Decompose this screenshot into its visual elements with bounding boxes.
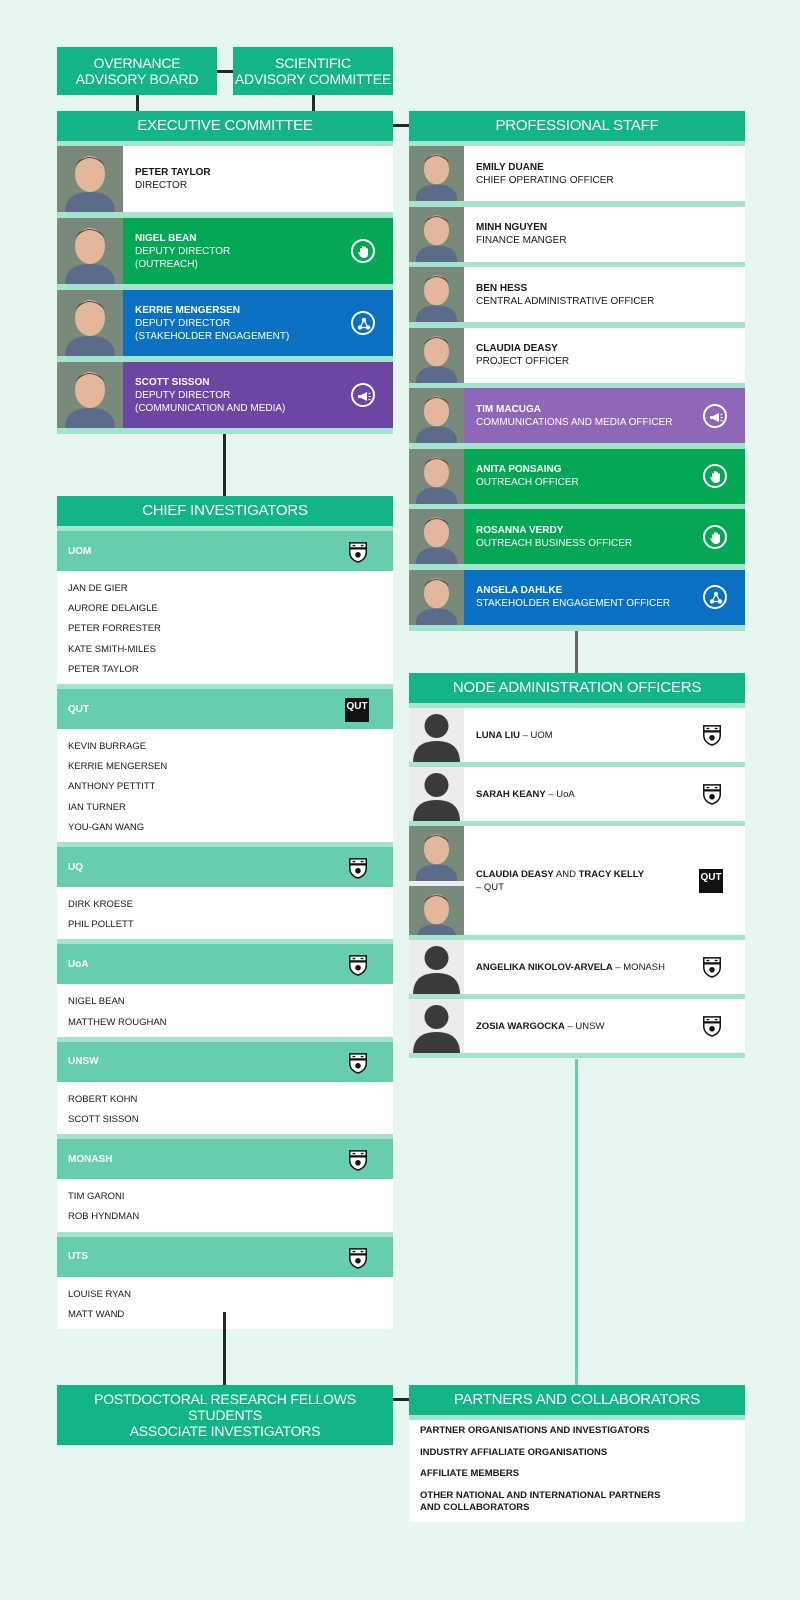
crest-icon	[347, 1051, 369, 1078]
member-name: ROSANNA VERDY	[476, 524, 564, 536]
chief-investigators	[57, 496, 393, 1320]
member-role: CENTRAL ADMINISTRATIVE OFFICER	[476, 295, 655, 307]
crest-icon	[347, 540, 369, 567]
investigator-name: KEVIN BURRAGE	[68, 741, 147, 752]
member-name: NIGEL BEAN	[135, 232, 197, 244]
member-name: PETER TAYLOR	[135, 167, 211, 178]
professional-staff	[409, 111, 745, 631]
investigator-name: PETER FORRESTER	[68, 623, 161, 635]
member-name: TIM MACUGA	[476, 403, 541, 415]
university-name: MONASH	[68, 1153, 113, 1165]
university-bar	[57, 1237, 393, 1277]
member-photo	[57, 218, 123, 284]
divider	[409, 1415, 745, 1420]
member-name: KERRIE MENGERSEN	[135, 304, 241, 316]
exec-member-card	[57, 290, 393, 362]
hand-icon	[703, 525, 727, 549]
member-photo	[57, 362, 123, 428]
member-photo	[409, 826, 464, 935]
node-officer-card	[409, 767, 745, 826]
member-role: DIRECTOR	[135, 180, 188, 191]
officer-name: ANGELIKA NIKOLOV-ARVELA	[476, 961, 613, 973]
member-name: CLAUDIA DEASY	[476, 343, 558, 354]
crest-icon	[701, 723, 723, 752]
member-photo	[409, 267, 464, 322]
officer-name: TRACY KELLY	[578, 868, 645, 880]
exec-member-card	[57, 362, 393, 434]
staff-member-card	[409, 267, 745, 328]
member-photo	[409, 449, 464, 504]
member-name: EMILY DUANE	[476, 161, 544, 173]
crest-icon	[347, 856, 369, 883]
member-role-detail: (COMMUNICATION AND MEDIA)	[135, 402, 286, 414]
investigator-name: ROB HYNDMAN	[68, 1211, 140, 1223]
qut-logo: QUT	[699, 869, 723, 893]
member-name: SCOTT SISSON	[135, 376, 210, 388]
member-role: STAKEHOLDER ENGAGEMENT OFFICER	[476, 598, 671, 609]
investigator-name: DIRK KROESE	[68, 899, 133, 910]
university-name: QUT	[68, 703, 90, 715]
committee-line1: SCIENTIFIC	[275, 55, 351, 71]
university-name: UNSW	[68, 1056, 99, 1068]
board-line1: OVERNANCE	[93, 55, 181, 71]
executive-committee	[57, 111, 393, 434]
university-name: UQ	[68, 861, 83, 873]
partner-item: PARTNER ORGANISATIONS AND INVESTIGATORS	[420, 1425, 650, 1436]
connector	[393, 124, 409, 127]
officer-university: – QUT	[476, 881, 504, 893]
placeholder-person-icon	[409, 708, 464, 762]
node-officer-card	[409, 826, 745, 940]
exec-member-card	[57, 146, 393, 218]
investigator-name: NIGEL BEAN	[68, 996, 125, 1008]
member-name: ANGELA DAHLKE	[476, 585, 563, 596]
fellows-box	[57, 1385, 393, 1445]
connector	[575, 631, 578, 673]
member-name: ANITA PONSAING	[476, 464, 562, 475]
investigator-name: MATT WAND	[68, 1308, 125, 1320]
crest-icon	[701, 955, 723, 984]
connector	[136, 95, 139, 111]
investigator-name: AURORE DELAIGLE	[68, 603, 158, 615]
exec-member-card	[57, 218, 393, 290]
investigator-list	[57, 984, 393, 1036]
connector	[312, 95, 315, 111]
connector	[223, 1312, 226, 1385]
investigator-list	[57, 729, 393, 842]
connector	[575, 1059, 578, 1385]
university-name: UTS	[68, 1251, 88, 1263]
staff-member-card	[409, 146, 745, 207]
officer-university: – UoA	[545, 788, 575, 800]
fellows-line1: POSTDOCTORAL RESEARCH FELLOWS	[94, 1391, 356, 1407]
partners-title: PARTNERS AND COLLABORATORS	[409, 1385, 745, 1415]
committee-line2: ADVISORY COMMITTEE	[234, 71, 392, 87]
officer-and: AND	[553, 868, 579, 880]
university-name: UOM	[68, 545, 92, 557]
investigator-list	[57, 1082, 393, 1134]
partner-item: AFFILIATE MEMBERS	[420, 1468, 520, 1479]
partner-item: AND COLLABORATORS	[420, 1502, 530, 1513]
connector	[393, 1398, 409, 1401]
investigator-name: TIM GARONI	[68, 1191, 125, 1203]
university-bar	[57, 1042, 393, 1082]
hand-icon	[703, 464, 727, 488]
officer-university: – UNSW	[564, 1020, 605, 1032]
governance-board	[57, 47, 217, 95]
partner-item: INDUSTRY AFFIALIATE ORGANISATIONS	[420, 1446, 608, 1458]
member-name: BEN HESS	[476, 282, 528, 294]
connector	[217, 70, 233, 73]
member-photo	[409, 509, 464, 564]
qut-logo: QUT	[345, 698, 369, 722]
university-name: UoA	[68, 958, 89, 970]
megaphone-icon	[351, 383, 375, 407]
member-photo	[57, 290, 123, 356]
investigator-name: JAN DE GIER	[68, 583, 128, 594]
member-photo	[409, 207, 464, 262]
board-line2: ADVISORY BOARD	[75, 71, 199, 87]
staff-member-card	[409, 509, 745, 570]
partner-item: OTHER NATIONAL AND INTERNATIONAL PARTNERS	[420, 1489, 661, 1501]
placeholder-person-icon	[409, 767, 464, 821]
professional-title: PROFESSIONAL STAFF	[409, 111, 745, 141]
placeholder-person-icon	[409, 999, 464, 1053]
staff-member-card	[409, 328, 745, 389]
crest-icon	[347, 953, 369, 980]
member-name: MINH NGUYEN	[476, 222, 548, 233]
officer-name: LUNA LIU	[476, 729, 520, 741]
node-officer-card	[409, 940, 745, 999]
investigator-name: SCOTT SISSON	[68, 1114, 139, 1125]
member-role: COMMUNICATIONS AND MEDIA OFFICER	[476, 416, 673, 428]
investigator-name: PHIL POLLETT	[68, 919, 134, 931]
chief-title: CHIEF INVESTIGATORS	[57, 496, 393, 526]
connector	[223, 434, 226, 496]
megaphone-icon	[703, 404, 727, 428]
crest-icon	[347, 1148, 369, 1175]
node-administration	[409, 673, 745, 1059]
officer-university: – UOM	[519, 729, 553, 741]
investigator-name: PETER TAYLOR	[68, 663, 139, 675]
member-role: DEPUTY DIRECTOR	[135, 245, 231, 257]
crest-icon	[701, 782, 723, 811]
staff-member-card	[409, 207, 745, 268]
network-icon	[703, 585, 727, 609]
member-photo	[409, 146, 464, 201]
officer-name: SARAH KEANY	[476, 788, 546, 800]
fellows-line3: ASSOCIATE INVESTIGATORS	[129, 1423, 321, 1439]
scientific-committee	[233, 47, 393, 95]
officer-university: – MONASH	[612, 961, 665, 973]
member-role: OUTREACH OFFICER	[476, 477, 579, 488]
member-photo	[57, 146, 123, 212]
member-role: CHIEF OPERATING OFFICER	[476, 174, 614, 186]
crest-icon	[347, 1246, 369, 1273]
fellows-line2: STUDENTS	[188, 1407, 262, 1423]
investigator-name: ANTHONY PETTITT	[68, 781, 156, 793]
executive-title: EXECUTIVE COMMITTEE	[57, 111, 393, 141]
investigator-name: KERRIE MENGERSEN	[68, 761, 168, 773]
staff-member-card	[409, 388, 745, 449]
investigator-name: KATE SMITH-MILES	[68, 643, 156, 655]
university-bar	[57, 689, 393, 729]
hand-icon	[351, 239, 375, 263]
investigator-name: MATTHEW ROUGHAN	[68, 1016, 167, 1028]
member-role: PROJECT OFFICER	[476, 356, 570, 367]
member-photo	[409, 570, 464, 625]
officer-name: ZOSIA WARGOCKA	[476, 1020, 565, 1032]
partners-box	[409, 1385, 745, 1522]
investigator-list	[57, 887, 393, 939]
node-officer-card	[409, 999, 745, 1058]
member-role: OUTREACH BUSINESS OFFICER	[476, 537, 633, 549]
investigator-list	[57, 1179, 393, 1231]
member-role-detail: (OUTREACH)	[135, 258, 198, 270]
university-bar	[57, 531, 393, 571]
investigator-name: IAN TURNER	[68, 801, 126, 813]
placeholder-person-icon	[409, 940, 464, 994]
member-role: FINANCE MANGER	[476, 235, 567, 246]
member-role: DEPUTY DIRECTOR	[135, 389, 231, 401]
staff-member-card	[409, 570, 745, 631]
node-officer-card	[409, 708, 745, 767]
network-icon	[351, 311, 375, 335]
investigator-list	[57, 571, 393, 684]
member-role-detail: (STAKEHOLDER ENGAGEMENT)	[135, 330, 290, 342]
investigator-name: YOU-GAN WANG	[68, 821, 145, 833]
university-bar	[57, 944, 393, 984]
investigator-name: LOUISE RYAN	[68, 1288, 132, 1300]
node-title: NODE ADMINISTRATION OFFICERS	[409, 673, 745, 703]
officer-name: CLAUDIA DEASY	[476, 868, 554, 880]
university-bar	[57, 1139, 393, 1179]
investigator-name: ROBERT KOHN	[68, 1093, 138, 1105]
crest-icon	[701, 1014, 723, 1043]
member-role: DEPUTY DIRECTOR	[135, 317, 231, 329]
university-bar	[57, 847, 393, 887]
member-photo	[409, 328, 464, 383]
staff-member-card	[409, 449, 745, 510]
member-photo	[409, 388, 464, 443]
